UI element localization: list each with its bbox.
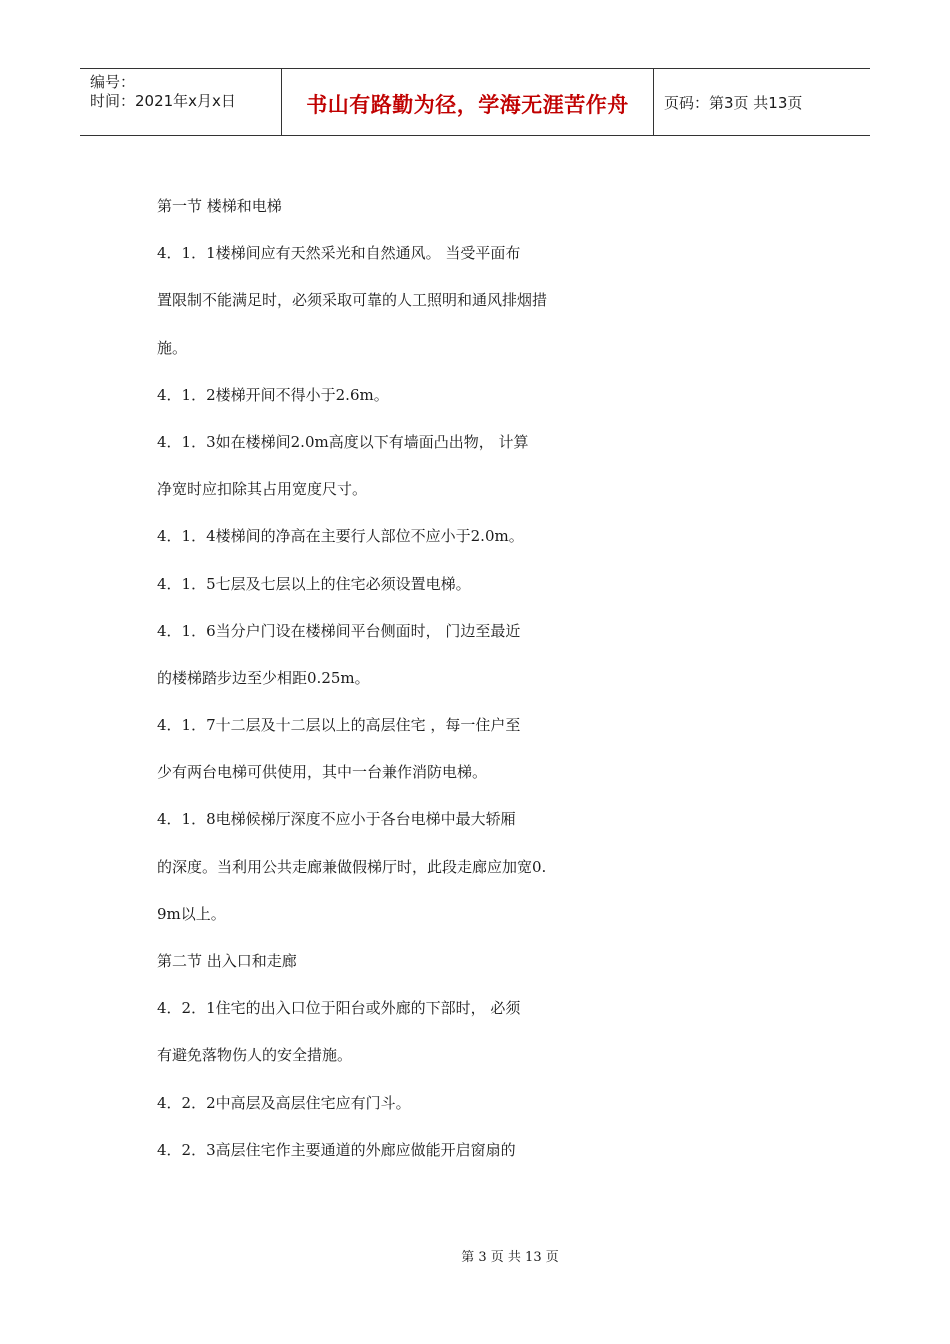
document-number-label: 编号： [90, 73, 136, 91]
body-line: 的楼梯踏步边至少相距0.25m。 [157, 668, 370, 687]
body-line: 施。 [157, 338, 188, 357]
document-time-label: 时间：2021年x月x日 [90, 92, 236, 110]
body-line: 4．1．4楼梯间的净高在主要行人部位不应小于2.0m。 [157, 527, 524, 546]
footer-page-number: 第 3 页 共 13 页 [461, 1250, 559, 1265]
body-line: 4．1．3如在楼梯间2.0m高度以下有墙面凸出物， 计算 [157, 432, 529, 451]
body-line: 置限制不能满足时，必须采取可靠的人工照明和通风排烟措 [157, 291, 548, 310]
header-page-cell [654, 69, 870, 135]
body-line: 净宽时应扣除其占用宽度尺寸。 [157, 480, 368, 499]
body-line: 少有两台电梯可供使用，其中一台兼作消防电梯。 [157, 763, 488, 782]
section-heading: 第一节 楼梯和电梯 [157, 197, 282, 215]
body-line: 4．1．2楼梯开间不得小于2.6m。 [157, 385, 389, 404]
body-line: 4．2．1住宅的出入口位于阳台或外廊的下部时， 必须 [157, 999, 521, 1018]
document-body [157, 192, 617, 1183]
body-line: 有避免落物伤人的安全措施。 [157, 1046, 353, 1065]
body-line: 4．2．3高层住宅作主要通道的外廊应做能开启窗扇的 [157, 1140, 516, 1159]
header-meta-cell [80, 69, 282, 135]
body-line: 4．1．5七层及七层以上的住宅必须设置电梯。 [157, 574, 471, 593]
header-motto: 书山有路勤为径，学海无涯苦作舟 [306, 93, 629, 117]
header-page-number: 页码：第3页 共13页 [664, 93, 803, 112]
body-line: 的深度。当利用公共走廊兼做假梯厅时，此段走廊应加宽0. [157, 857, 547, 876]
body-line: 4．1．6当分户门设在楼梯间平台侧面时， 门边至最近 [157, 621, 521, 640]
section-heading: 第二节 出入口和走廊 [157, 952, 297, 970]
body-line: 4．1．7十二层及十二层以上的高层住宅 ，每一住户至 [157, 716, 521, 735]
header-motto-cell [282, 69, 654, 135]
body-line: 4．1．1楼梯间应有天然采光和自然通风。 当受平面布 [157, 244, 521, 263]
document-header [80, 68, 870, 136]
page-footer [0, 1246, 950, 1265]
body-line: 9m以上。 [157, 904, 226, 923]
body-line: 4．2．2中高层及高层住宅应有门斗。 [157, 1093, 411, 1112]
body-line: 4．1．8电梯候梯厅深度不应小于各台电梯中最大轿厢 [157, 810, 516, 829]
